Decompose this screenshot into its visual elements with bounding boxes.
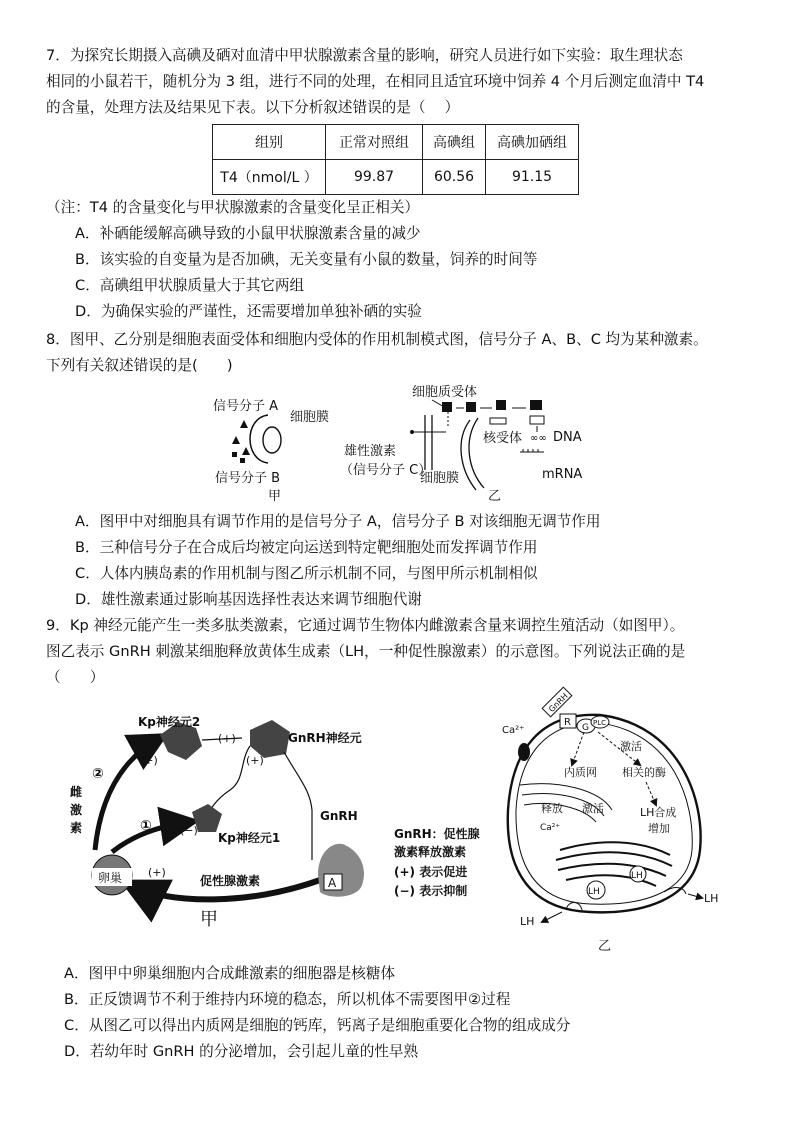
activate-label: 激活 [620,740,642,753]
gnrh-rot-label: GnRH [547,691,570,715]
lh-out-arrow [542,912,562,922]
minus-sign: (−) [180,824,198,837]
lh-out-label2: LH [704,892,719,905]
kp2-label: Kp神经元2 [138,715,201,729]
q7-stem-line3: 的含量，处理方法及结果见下表。以下分析叙述错误的是（ ） [46,99,460,116]
estrogen-label-char2: 激 [70,803,83,817]
membrane-b-label: 细胞膜 [420,471,460,486]
fig9-label-yi: 乙 [598,939,612,954]
table-cell: 高碘组 [423,125,486,160]
lh-synth-label1: LH合成 [640,806,677,819]
lh-synth-label2: 增加 [648,822,670,835]
q9-option-c: C．从图乙可以得出内质网是细胞的钙库，钙离子是细胞重要化合物的组成成分 [64,1017,571,1034]
circle-2-label: ② [92,766,104,782]
estrogen-label-char1: 雌 [70,785,83,799]
q8-stem-line1: 8．图甲、乙分别是细胞表面受体和细胞内受体的作用机制模式图，信号分子 A、B、C 均为某种激素。 [46,331,708,348]
plus-sign: (+) [140,754,158,767]
er-label: 内质网 [564,766,597,779]
q8-option-b: B．三种信号分子在合成后均被定向运送到特定靶细胞处而发挥调节作用 [75,539,538,556]
gnrh-neuron-label: GnRH神经元 [288,731,362,745]
lh-vesicle-label: LH [631,871,643,881]
receptor-r-label: R [564,717,571,728]
signal-a-label: 信号分子 A [213,399,279,414]
plus-sign: (+) [218,732,236,745]
membrane-a-label: 细胞膜 [290,410,330,425]
q8-option-c: C．人体内胰岛素的作用机制与图乙所示机制不同，与图甲所示机制相似 [75,565,538,582]
q7-stem-line1: 7．为探究长期摄入高碘及硒对血清中甲状腺激素含量的影响，研究人员进行如下实验：取生理状态 [46,47,683,64]
gnrh-axon [284,752,312,860]
dna-label: DNA [553,430,582,445]
mrna-label: mRNA [542,467,583,482]
signal-b-label: 信号分子 B [215,471,281,486]
q9-stem-line1: 9．Kp 神经元能产生一类多肽类激素，它通过调节生物体内雌激素含量来调控生殖活动（如图甲）。 [46,617,685,634]
table-cell: T4（nmol/L ） [213,160,326,195]
q8-option-a: A．图甲中对细胞具有调节作用的是信号分子 A，信号分子 B 对该细胞无调节作用 [75,513,601,530]
a-label: A [328,876,337,890]
dendrite-line [206,746,250,818]
q8-option-d: D．雄性激素通过影响基因选择性表达来调节细胞代谢 [75,591,422,608]
kp1-label: Kp神经元1 [218,831,281,845]
ca-channel [518,743,530,761]
fig8-label-jia: 甲 [268,489,282,504]
androgen-label: 雄性激素 [344,444,397,459]
legend-line4: (−) 表示抑制 [394,884,468,898]
q7-note: （注：T4 的含量变化与甲状腺激素的含量变化呈正相关） [46,199,420,216]
q9-stem-line2: 图乙表示 GnRH 刺激某细胞释放黄体生成素（LH，一种促性腺激素）的示意图。下列说法正确的是 [46,643,686,660]
gnrh-label: GnRH [320,809,358,823]
arrow-line [646,782,656,805]
gonadotropin-label: 促性腺激素 [200,874,261,888]
plus-sign: (+) [148,866,166,879]
plus-sign: (+) [246,754,264,767]
q7-option-d: D．为确保实验的严谨性，还需要增加单独补硒的实验 [75,303,422,320]
ca-label: Ca²⁺ [502,725,525,736]
ca-label2: Ca²⁺ [540,823,561,833]
enzyme-label: 相关的酶 [622,766,666,779]
circle-1-label: ① [140,818,152,834]
cyto-receptor-label: 细胞质受体 [412,385,478,400]
activate2-label: 激活 [582,802,604,815]
ovary-label: 卵巢 [98,871,123,885]
lh-vesicle-label: LH [588,887,600,897]
table-cell: 组别 [213,125,326,160]
legend-line1: GnRH：促性腺 [394,827,480,841]
table-cell: 高碘加硒组 [486,125,579,160]
q7-option-c: C．高碘组甲状腺质量大于其它两组 [75,277,305,294]
q9-option-d: D．若幼年时 GnRH 的分泌增加，会引起儿童的性早熟 [64,1043,419,1060]
dna-helix-icon: ∞∞ [530,433,547,444]
q9-option-a: A．图甲中卵巢细胞内合成雌激素的细胞器是核糖体 [64,965,396,982]
q9-option-b: B．正反馈调节不利于维持内环境的稳态，所以机体不需要图甲②过程 [64,991,511,1008]
table-cell: 60.56 [423,160,486,195]
plc-label: PLC [593,719,607,727]
q7-option-a: A．补硒能缓解高碘导致的小鼠甲状腺激素含量的减少 [75,225,421,242]
g-label: G [582,723,589,733]
legend-line3: (+) 表示促进 [394,865,468,879]
q9-stem-line3: （ ） [46,669,105,686]
table-cell: 正常对照组 [326,125,423,160]
q8-stem-line2: 下列有关叙述错误的是( ) [46,357,233,374]
lh-out-label: LH [520,915,535,928]
estrogen-label-char3: 素 [70,821,83,835]
release-label: 释放 [541,802,563,815]
signal-c-label: （信号分子 C） [340,463,432,478]
fig9-label-jia: 甲 [200,909,218,930]
legend-line2: 激素释放激素 [394,845,467,859]
nuclear-receptor-label: 核受体 [483,431,523,446]
golgi-membrane [558,864,666,876]
q7-stem-line2: 相同的小鼠若干，随机分为 3 组，进行不同的处理，在相同且适宜环境中饲养 4 个月后测定血清中 T4 [46,73,705,90]
table-cell: 99.87 [326,160,423,195]
table-cell: 91.15 [486,160,579,195]
lh-out-arrow [688,894,702,898]
q7-option-b: B．该实验的自变量为是否加碘，无关变量有小鼠的数量，饲养的时间等 [75,251,538,268]
arrow-line [572,732,584,765]
fig8-label-yi: 乙 [488,489,502,504]
